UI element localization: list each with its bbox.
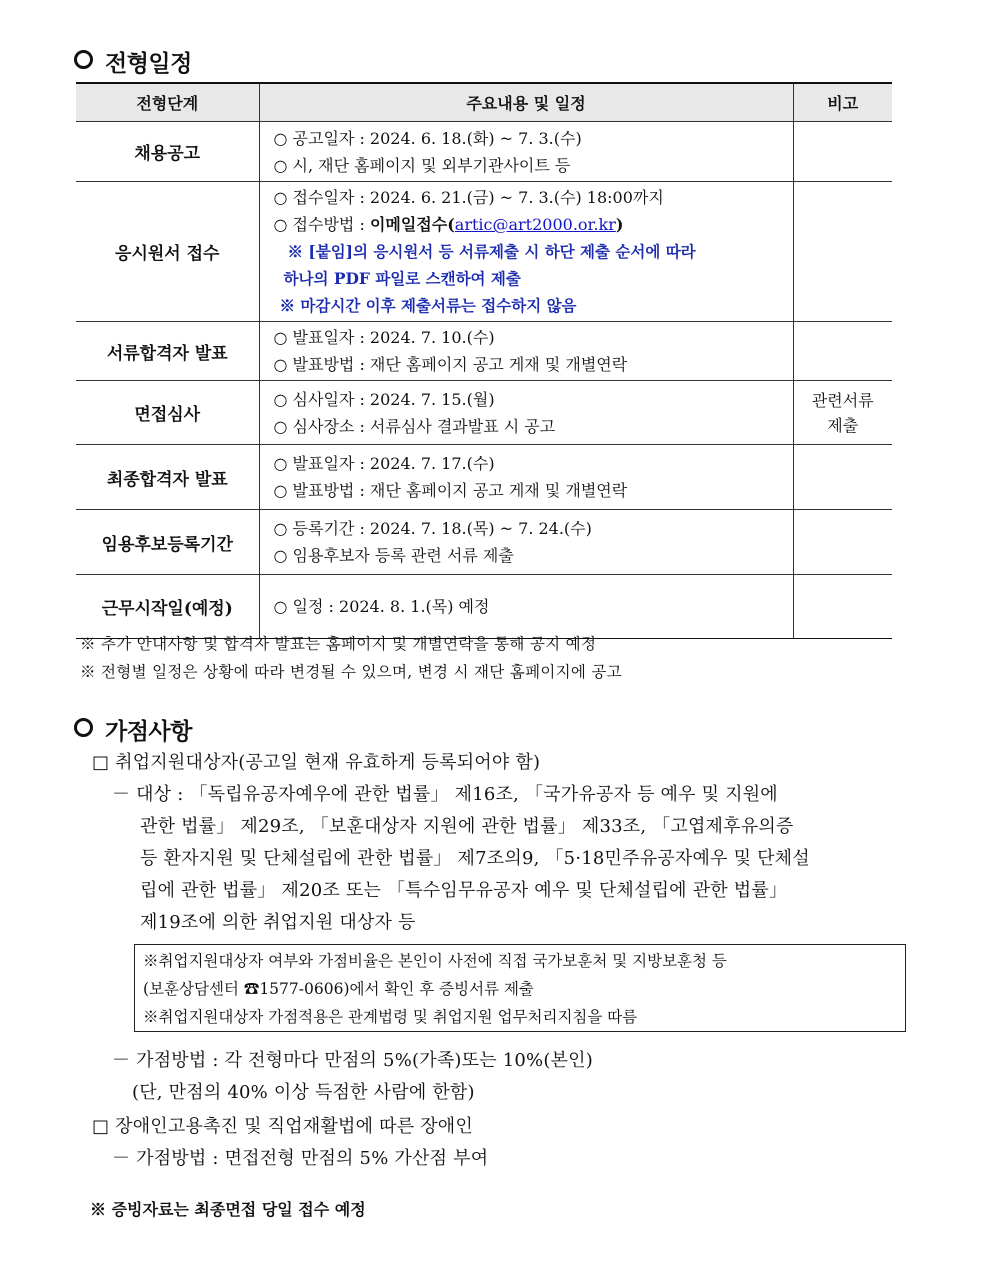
bonus-item-2-title: □ 장애인고용촉진 및 직업재활법에 따른 장애인	[92, 1116, 473, 1137]
content-cell: ○ 등록기간 : 2024. 7. 18.(목) ~ 7. 24.(수) ○ 임용후보자 등록 관련 서류 제출	[259, 510, 793, 575]
email-link[interactable]: artic@art2000.or.kr	[454, 215, 616, 234]
content-cell: ○ 접수일자 : 2024. 6. 21.(금) ~ 7. 3.(수) 18:00까지 ○ 접수방법 : 이메일접수(artic@art2000.or.kr) ※ [붙임]의 응시원서 등 서류제출 시 하단 제출 순서에 따라 하나의 PDF 파일로 스캔하여 제출 ※ 마감시간 이후 제출서류는 접수하지 않음	[259, 182, 793, 322]
bonus-item-1-method-note: (단, 만점의 40% 이상 득점한 사람에 한함)	[132, 1082, 475, 1103]
schedule-section-title: 전형일정	[74, 45, 192, 78]
note-cell	[793, 182, 892, 322]
bonus-notice-box: ※취업지원대상자 여부와 가점비율은 본인이 사전에 직접 국가보훈처 및 지방보훈청 등 (보훈상담센터 ☎1577-0606)에서 확인 후 증빙서류 제출 ※취업지원대상자 가점적용은 관계법령 및 취업지원 업무처리지침을 따름	[134, 944, 906, 1032]
stage-cell: 응시원서 접수	[76, 182, 259, 322]
stage-cell: 근무시작일(예정)	[76, 575, 259, 639]
content-cell: ○ 공고일자 : 2024. 6. 18.(화) ~ 7. 3.(수) ○ 시, 재단 홈페이지 및 외부기관사이트 등	[259, 122, 793, 182]
bonus-item-1-desc: 립에 관한 법률」 제20조 또는 「특수임무유공자 예우 및 단체설립에 관한 법률」	[140, 880, 788, 901]
bonus-item-1-desc: － 대상 : 「독립유공자예우에 관한 법률」 제16조, 「국가유공자 등 예우 및 지원에	[112, 784, 778, 805]
content-cell: ○ 발표일자 : 2024. 7. 10.(수) ○ 발표방법 : 재단 홈페이지 공고 게재 및 개별연락	[259, 322, 793, 381]
circle-bullet-icon	[74, 718, 93, 737]
header-note: 비고	[793, 83, 892, 122]
stage-cell: 서류합격자 발표	[76, 322, 259, 381]
note-cell	[793, 510, 892, 575]
header-content: 주요내용 및 일정	[259, 83, 793, 122]
note-cell	[793, 445, 892, 510]
bonus-section-title: 가점사항	[74, 713, 192, 746]
table-row	[76, 510, 892, 575]
bottom-note: ※ 증빙자료는 최종면접 당일 접수 예정	[90, 1200, 366, 1219]
table-row	[76, 575, 892, 639]
table-row	[76, 322, 892, 381]
bonus-item-1-title: □ 취업지원대상자(공고일 현재 유효하게 등록되어야 함)	[92, 752, 541, 773]
table-header-row	[76, 83, 892, 122]
bonus-item-1-method: － 가점방법 : 각 전형마다 만점의 5%(가족)또는 10%(본인)	[112, 1050, 593, 1071]
stage-cell: 면접심사	[76, 381, 259, 445]
header-stage: 전형단계	[76, 83, 259, 122]
table-row	[76, 445, 892, 510]
note-cell	[793, 575, 892, 639]
stage-cell: 채용공고	[76, 122, 259, 182]
stage-cell: 최종합격자 발표	[76, 445, 259, 510]
table-row	[76, 381, 892, 445]
table-row	[76, 122, 892, 182]
table-row	[76, 182, 892, 322]
bonus-item-1-desc: 등 환자지원 및 단체설립에 관한 법률」 제7조의9, 「5·18민주유공자예우 및 단체설	[140, 848, 810, 869]
content-cell: ○ 발표일자 : 2024. 7. 17.(수) ○ 발표방법 : 재단 홈페이지 공고 게재 및 개별연락	[259, 445, 793, 510]
circle-bullet-icon	[74, 50, 93, 69]
note-cell: 관련서류 제출	[793, 381, 892, 445]
schedule-table	[76, 82, 892, 639]
footnote: ※ 추가 안내사항 및 합격자 발표는 홈페이지 및 개별연락을 통해 공지 예정	[80, 635, 597, 653]
content-cell: ○ 일정 : 2024. 8. 1.(목) 예정	[259, 575, 793, 639]
note-cell	[793, 122, 892, 182]
note-cell	[793, 322, 892, 381]
footnote: ※ 전형별 일정은 상황에 따라 변경될 수 있으며, 변경 시 재단 홈페이지에 공고	[80, 663, 622, 681]
content-cell: ○ 심사일자 : 2024. 7. 15.(월) ○ 심사장소 : 서류심사 결과발표 시 공고	[259, 381, 793, 445]
bonus-item-1-desc: 제19조에 의한 취업지원 대상자 등	[140, 912, 416, 933]
bonus-item-1-desc: 관한 법률」 제29조, 「보훈대상자 지원에 관한 법률」 제33조, 「고엽제후유의증	[140, 816, 794, 837]
bonus-item-2-method: － 가점방법 : 면접전형 만점의 5% 가산점 부여	[112, 1148, 489, 1169]
stage-cell: 임용후보등록기간	[76, 510, 259, 575]
